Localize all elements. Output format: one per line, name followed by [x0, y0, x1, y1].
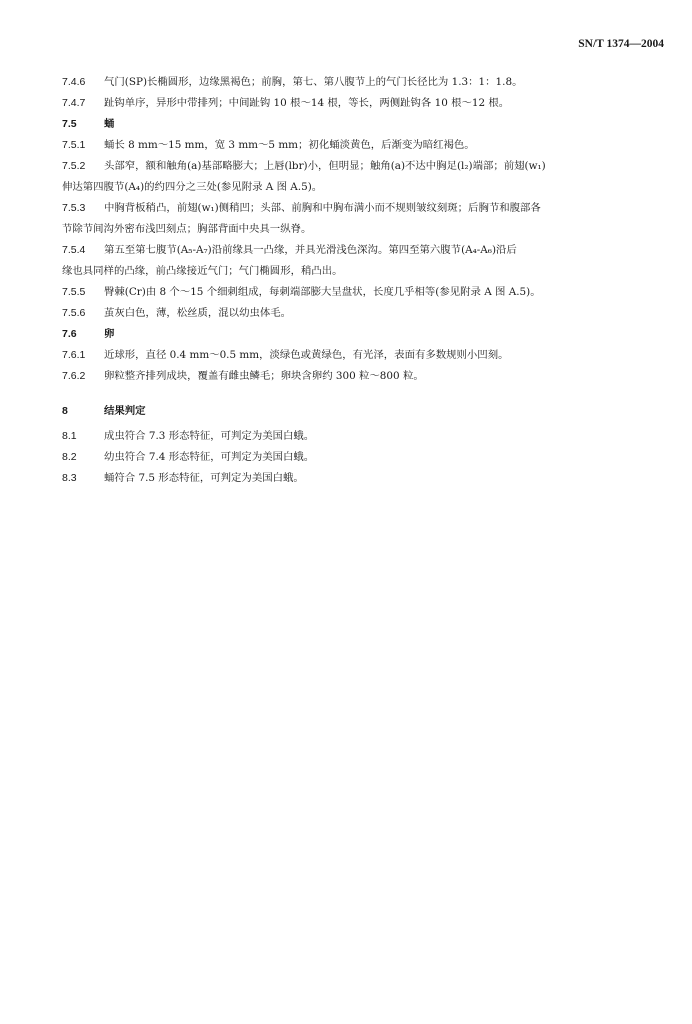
clause-text: 近球形，直径 0.4 mm～0.5 mm，淡绿色或黄绿色，有光泽，表面有多数规则小凹刻。: [104, 349, 509, 361]
clause-7-6-1: [62, 345, 664, 366]
section-number: 7.6: [62, 328, 77, 340]
clause-7-5-6: [62, 303, 664, 324]
clause-number: 7.5.4: [62, 244, 86, 256]
clause-text: 茧灰白色，薄，松丝质，混以幼虫体毛。: [104, 307, 292, 319]
clause-number: 7.6.2: [62, 370, 86, 382]
clause-7-5-4: [62, 240, 664, 261]
clause-7-6-2: [62, 366, 664, 387]
clause-text: 幼虫符合 7.4 形态特征，可判定为美国白蛾。: [104, 451, 315, 463]
clause-text: 头部窄，额和触角(a)基部略膨大；上唇(lbr)小，但明显；触角(a)不达中胸足(l₂)端部；前翅(w₁): [104, 160, 546, 172]
clause-text: 蛹符合 7.5 形态特征，可判定为美国白蛾。: [104, 472, 304, 484]
section-title: 蛹: [104, 118, 115, 130]
section-number: 7.5: [62, 118, 77, 130]
clause-number: 7.5.2: [62, 160, 86, 172]
clause-7-5-2: [62, 156, 664, 177]
clause-number: 8.3: [62, 472, 77, 484]
section-number: 8: [62, 405, 68, 417]
section-title: 结果判定: [104, 405, 146, 417]
spacer: [62, 387, 664, 401]
clause-8-2: [62, 447, 664, 468]
clause-7-5-4-continuation: 缘也具同样的凸缘，前凸缘接近气门；气门椭圆形，稍凸出。: [62, 265, 343, 277]
clause-number: 7.4.7: [62, 97, 86, 109]
clause-number: 7.4.6: [62, 76, 86, 88]
clause-text: 蛹长 8 mm～15 mm，宽 3 mm～5 mm；初化蛹淡黄色，后渐变为暗红褐色。: [104, 139, 475, 151]
clause-text: 气门(SP)长椭圆形，边缘黑褐色；前胸，第七、第八腹节上的气门长径比为 1.3：1：1.8。: [104, 76, 523, 88]
clause-number: 8.1: [62, 430, 77, 442]
clause-8-1: [62, 426, 664, 447]
document-body: [62, 72, 664, 489]
clause-number: 7.5.1: [62, 139, 86, 151]
section-7-6-heading: [62, 324, 664, 345]
clause-number: 8.2: [62, 451, 77, 463]
clause-7-4-6: [62, 72, 664, 93]
section-title: 卵: [104, 328, 115, 340]
clause-7-5-5: [62, 282, 664, 303]
clause-text: 成虫符合 7.3 形态特征，可判定为美国白蛾。: [104, 430, 315, 442]
clause-number: 7.6.1: [62, 349, 86, 361]
clause-number: 7.5.3: [62, 202, 86, 214]
clause-text: 中胸背板稍凸，前翅(w₁)侧稍凹；头部、前胸和中胸布满小而不规则皱纹刻斑；后胸节和腹部各: [104, 202, 541, 214]
clause-text: 趾钩单序，异形中带排列；中间趾钩 10 根～14 根，等长，两侧趾钩各 10 根～12 根。: [104, 97, 510, 109]
section-7-5-heading: [62, 114, 664, 135]
clause-text: 臀棘(Cr)由 8 个～15 个细刺组成，每刺端部膨大呈盘状，长度几乎相等(参见附录 A 图 A.5)。: [104, 286, 541, 298]
clause-text: 第五至第七腹节(A₅-A₇)沿前缘具一凸缘，并具光滑浅色深沟。第四至第六腹节(A₄-A₆)沿后: [104, 244, 517, 256]
clause-7-4-7: [62, 93, 664, 114]
section-8-heading: [62, 401, 664, 422]
clause-7-5-2-continuation: 伸达第四腹节(A₄)的约四分之三处(参见附录 A 图 A.5)。: [62, 181, 323, 193]
clause-7-5-3: [62, 198, 664, 219]
standard-code-header: SN/T 1374—2004: [578, 38, 664, 50]
clause-7-5-1: [62, 135, 664, 156]
clause-number: 7.5.6: [62, 307, 86, 319]
clause-number: 7.5.5: [62, 286, 86, 298]
clause-8-3: [62, 468, 664, 489]
clause-text: 卵粒整齐排列成块，覆盖有雌虫鳞毛；卵块含卵约 300 粒～800 粒。: [104, 370, 424, 382]
clause-7-5-3-continuation: 节除节间沟外密布浅凹刻点；胸部背面中央具一纵脊。: [62, 223, 312, 235]
